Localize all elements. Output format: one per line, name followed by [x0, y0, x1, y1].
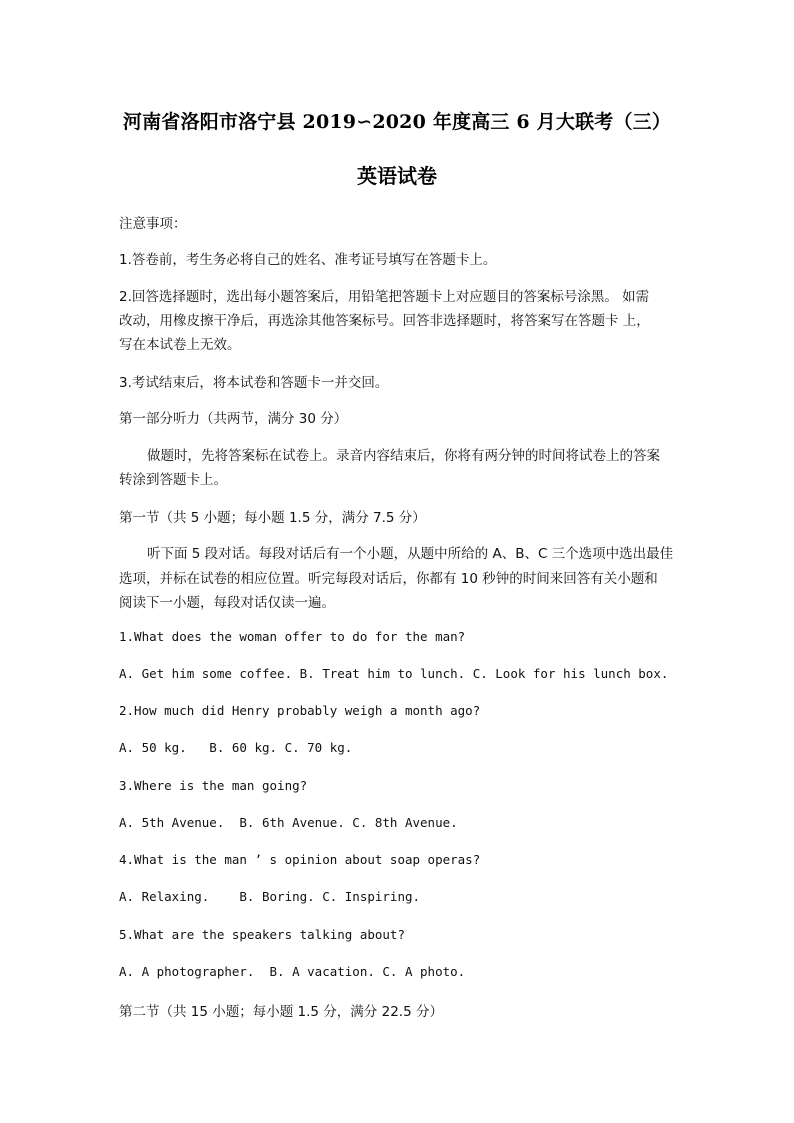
section1-heading: 第一节（共 5 小题；每小题 1.5 分，满分 7.5 分） [119, 510, 426, 526]
notes-item-3: 3.考试结束后，将本试卷和答题卡一并交回。 [119, 375, 389, 391]
question-1-options: A. Get him some coffee. B. Treat him to lunch. C. Look for his lunch box. [119, 666, 669, 681]
notes-item-2-line-3: 写在本试卷上无效。 [119, 337, 241, 353]
question-3: 3.Where is the man going? [119, 778, 308, 793]
section2-heading: 第二节（共 15 小题；每小题 1.5 分，满分 22.5 分） [119, 1004, 443, 1020]
question-4: 4.What is the man ’ s opinion about soap operas? [119, 852, 481, 867]
part1-heading: 第一部分听力（共两节，满分 30 分） [119, 411, 348, 427]
question-4-options: A. Relaxing. B. Boring. C. Inspiring. [119, 889, 421, 904]
part1-instruction-line-2: 转涂到答题卡上。 [119, 472, 227, 488]
part1-instruction-line-1: 做题时，先将答案标在试卷上。录音内容结束后，你将有两分钟的时间将试卷上的答案 [147, 448, 660, 464]
document-subtitle: 英语试卷 [357, 164, 437, 188]
question-5: 5.What are the speakers talking about? [119, 927, 405, 942]
notes-heading: 注意事项： [119, 216, 187, 232]
section1-instruction-line-1: 听下面 5 段对话。每段对话后有一个小题，从题中所给的 A、B、C 三个选项中选出最佳 [147, 546, 674, 562]
question-3-options: A. 5th Avenue. B. 6th Avenue. C. 8th Avenue. [119, 815, 458, 830]
question-2-options: A. 50 kg. B. 60 kg. C. 70 kg. [119, 740, 353, 755]
notes-item-2-line-2: 改动，用橡皮擦干净后，再选涂其他答案标号。回答非选择题时，将答案写在答题卡 上， [119, 313, 650, 329]
question-5-options: A. A photographer. B. A vacation. C. A photo. [119, 964, 466, 979]
notes-item-1: 1.答卷前，考生务必将自己的姓名、准考证号填写在答题卡上。 [119, 252, 497, 268]
notes-item-2-line-1: 2.回答选择题时，选出每小题答案后，用铅笔把答题卡上对应题目的答案标号涂黑。 如需 [119, 289, 650, 305]
section1-instruction-line-2: 选项，并标在试卷的相应位置。听完每段对话后，你都有 10 秒钟的时间来回答有关小题和 [119, 571, 658, 587]
question-1: 1.What does the woman offer to do for the man? [119, 629, 466, 644]
document-title: 河南省洛阳市洛宁县 2019∽2020 年度高三 6 月大联考（三） [122, 111, 672, 133]
section1-instruction-line-3: 阅读下一小题，每段对话仅读一遍。 [119, 595, 335, 611]
question-2: 2.How much did Henry probably weigh a month ago? [119, 703, 481, 718]
